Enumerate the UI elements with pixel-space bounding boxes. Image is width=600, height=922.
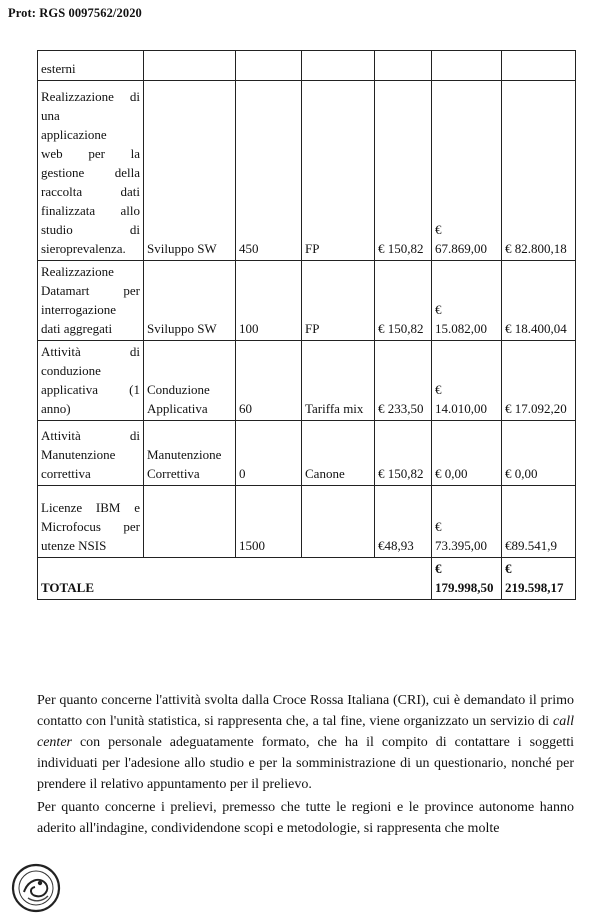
paragraph-cri: Per quanto concerne l'attività svolta dalla Croce Rossa Italiana (CRI), cui è demandato il primo contatto con l'unità statistica, si rappresenta che, a tal fine, viene organizzato un servizio di call center con personale adeguatamente formato, che ha il compito di contattare i soggetti individuati per l'adesione allo studio e per la somministrazione di un questionario, nonché per prendere il relativo appuntamento per il prelievo.	[37, 693, 574, 792]
table-row	[38, 486, 576, 558]
total-cell-b: € 219.598,17	[502, 558, 576, 600]
activity-cell: Realizzazione di una applicazione web per la gestione della raccolta dati finalizzata allo studio di sieroprevalenza.	[38, 81, 144, 261]
protocol-number: Prot: RGS 0097562/2020	[8, 6, 142, 20]
activity-cell: Licenze IBM e Microfocus per utenze NSIS	[38, 486, 144, 558]
type-cell: Manutenzione Correttiva	[144, 421, 236, 486]
type-cell	[144, 486, 236, 558]
table-row	[38, 261, 576, 341]
type-cell: Sviluppo SW	[144, 261, 236, 341]
total-b-cell: € 17.092,20	[502, 341, 576, 421]
total-b-cell: €89.541,9	[502, 486, 576, 558]
activity-cell: esterni	[38, 51, 144, 81]
cost-table	[37, 50, 576, 600]
unit-price-cell: € 150,82	[375, 81, 432, 261]
unit-price-cell: € 150,82	[375, 421, 432, 486]
table-row	[38, 81, 576, 261]
paragraph-prelievi: Per quanto concerne i prelievi, premesso che tutte le regioni e le province autonome hanno aderito all'indagine, condividendone scopi e metodologie, si rappresenta che molte	[37, 800, 574, 836]
table-row	[38, 51, 576, 81]
quantity-cell: 450	[236, 81, 302, 261]
seal-emblem-icon	[10, 862, 62, 914]
metric-cell: FP	[302, 261, 375, 341]
total-b-cell: € 0,00	[502, 421, 576, 486]
quantity-cell: 0	[236, 421, 302, 486]
table-row	[38, 341, 576, 421]
italic-term: call center	[37, 714, 574, 750]
total-row	[38, 558, 576, 600]
metric-cell: FP	[302, 81, 375, 261]
total-b-cell: € 18.400,04	[502, 261, 576, 341]
total-a-cell	[432, 51, 502, 81]
metric-cell: Tariffa mix	[302, 341, 375, 421]
metric-cell	[302, 51, 375, 81]
type-cell	[144, 51, 236, 81]
total-a-cell: € 0,00	[432, 421, 502, 486]
total-label: TOTALE	[38, 558, 432, 600]
quantity-cell: 60	[236, 341, 302, 421]
total-a-cell: € 14.010,00	[432, 341, 502, 421]
unit-price-cell	[375, 51, 432, 81]
total-b-cell: € 82.800,18	[502, 81, 576, 261]
unit-price-cell: € 233,50	[375, 341, 432, 421]
activity-cell: Attività di conduzione applicativa (1 anno)	[38, 341, 144, 421]
total-cell-a: € 179.998,50	[432, 558, 502, 600]
unit-price-cell: € 150,82	[375, 261, 432, 341]
unit-price-cell: €48,93	[375, 486, 432, 558]
table-row	[38, 421, 576, 486]
total-a-cell: € 73.395,00	[432, 486, 502, 558]
metric-cell: Canone	[302, 421, 375, 486]
activity-cell: Attività di Manutenzione correttiva	[38, 421, 144, 486]
activity-cell: Realizzazione Datamart per interrogazione dati aggregati	[38, 261, 144, 341]
quantity-cell	[236, 51, 302, 81]
metric-cell	[302, 486, 375, 558]
quantity-cell: 100	[236, 261, 302, 341]
type-cell: Conduzione Applicativa	[144, 341, 236, 421]
type-cell: Sviluppo SW	[144, 81, 236, 261]
total-b-cell	[502, 51, 576, 81]
quantity-cell: 1500	[236, 486, 302, 558]
total-a-cell: € 67.869,00	[432, 81, 502, 261]
total-a-cell: € 15.082,00	[432, 261, 502, 341]
